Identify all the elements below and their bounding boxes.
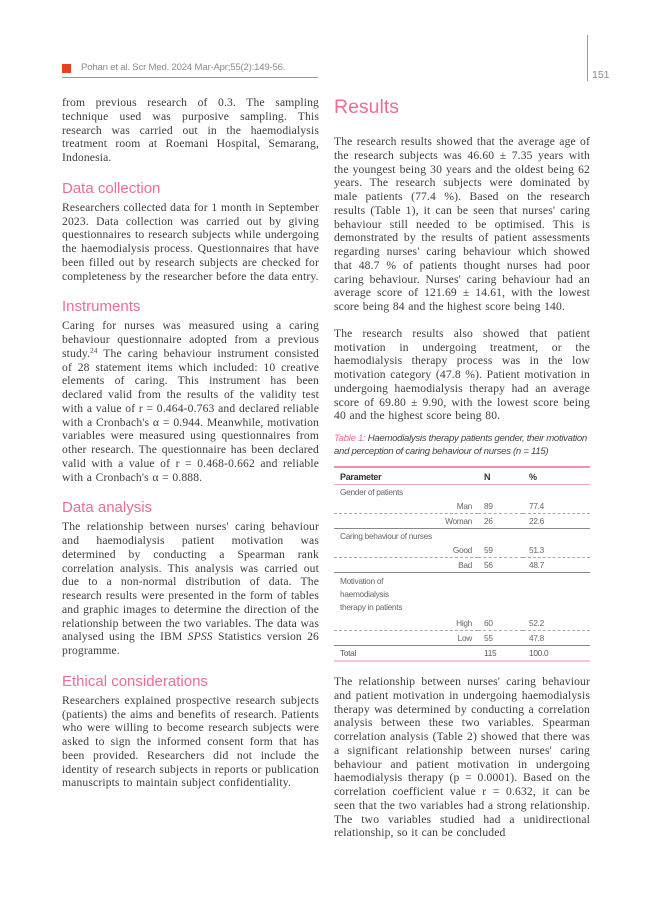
results-paragraph-1: The research results showed that the average age of the research subjects was 46.60 ± 7.35 years with the youngest being 30 years and the oldest being 62 years. The research subjects were dominated by male patients (77.4 %). Based on the research results (Table 1), it can be seen that nurses' caring behaviour still needed to be optimised. This is demonstrated by the results of patient assessments regarding nurses' caring behaviour which showed that 48.7 % of patients thought nurses had poor caring behaviour. Nurses' caring behaviour had an average score of 121.69 ± 14.61, with the lowest score being 84 and the highest score being 140. xyxy=(334,135,590,313)
table-1 xyxy=(334,466,590,662)
column-header-percent: % xyxy=(523,467,590,485)
left-column xyxy=(62,96,319,790)
running-header xyxy=(62,62,318,78)
journal-marker-square xyxy=(62,64,71,73)
ethical-considerations-text: Researchers explained prospective research subjects (patients) the aims and benefits of research. Patients who were willing to become research subjects were asked to sign the informed consent form that has been provided. Researchers did not include the identity of research subjects in reports or publication manuscripts to maintain subject confidentiality. xyxy=(62,693,319,790)
section-heading-instruments: Instruments xyxy=(62,298,141,316)
section-heading-ethical-considerations: Ethical considerations xyxy=(62,672,208,690)
table-total-row: Total 115 100.0 xyxy=(334,646,590,662)
table-row: Man 89 77.4 xyxy=(334,499,590,514)
page-number: 151 xyxy=(592,69,610,81)
table-header-row xyxy=(334,467,590,485)
right-column xyxy=(334,96,590,840)
instruments-text: Caring for nurses was measured using a caring behaviour questionnaire adopted from a previous study.$^{24}$ The caring behaviour instrument consisted of 28 statement items which included: 10 creative elements of caring. This instrument has been declared valid from the results of the validity test with a value of r = 0.464-0.763 and declared reliable with a Cronbach's α = 0.944. Meanwhile, motivation variables were measured using questionnaires from other research. The questionnaire has been declared valid with a value of r = 0.468-0.662 and reliable with a Cronbach's α = 0.888. xyxy=(62,319,319,484)
section-heading-results: Results xyxy=(334,96,400,118)
table-group-row: Motivation of haemodialysis therapy in patients xyxy=(340,576,403,612)
intro-paragraph: from previous research of 0.3. The sampling technique used was purposive sampling. This research was carried out in the haemodialysis treatment room at Roemani Hospital, Semarang, Indonesia. xyxy=(62,96,319,164)
citation-text: Pohan et al. Scr Med. 2024 Mar-Apr;55(2):149-56. xyxy=(81,62,286,73)
column-header-parameter: Parameter xyxy=(334,467,478,485)
table-row: Good 59 51.3 xyxy=(334,543,590,558)
section-heading-data-analysis: Data analysis xyxy=(62,499,153,517)
column-header-n: N xyxy=(478,467,523,485)
data-collection-text: Researchers collected data for 1 month in September 2023. Data collection was carried out by giving questionnaires to research subjects while undergoing the haemodialysis process. Questionnaires that have been filled out by research subjects are checked for completeness by the researcher before the data entry. xyxy=(62,200,319,283)
data-analysis-text: The relationship between nurses' caring behaviour and haemodialysis patient motivation was determined by conducting a Spearman rank correlation analysis. This analysis was carried out due to a non-normal distribution of data. The research results were presented in the form of tables and graphic images to determine the direction of the relationship between the two variables. The data was analysed using the IBM SPSS Statistics version 26 programme. xyxy=(62,520,319,657)
reference-superscript[interactable]: 24 xyxy=(90,346,98,355)
table-row: Low 55 47.8 xyxy=(334,631,590,646)
table-group-row: Caring behaviour of nurses xyxy=(340,531,432,541)
results-paragraph-3: The relationship between nurses' caring behaviour and patient motivation in undergoing haemodialysis therapy was determined by conducting a correlation analysis between these two variables. Spearman correlation analysis (Table 2) showed that there was a significant relationship between nurses' caring behaviour and patient motivation in undergoing haemodialysis therapy (p = 0.0001). Based on the correlation coefficient value r = 0.632, it can be seen that the two variables had a strong relationship. The two variables studied had a unidirectional relationship, so it can be concluded xyxy=(334,675,590,840)
table-row: Bad 56 48.7 xyxy=(334,558,590,573)
table-1-caption: Table 1: Haemodialysis therapy patients gender, their motivation and perception of caring behaviour of nurses (n = 115) xyxy=(334,433,587,457)
section-heading-data-collection: Data collection xyxy=(62,179,161,197)
table-row: Woman 26 22.6 xyxy=(334,514,590,529)
results-paragraph-2: The research results also showed that patient motivation in undergoing treatment, or the haemodialysis therapy process was in the low motivation category (47.8 %). Patient motivation in undergoing haemodialysis therapy had an average score of 69.80 ± 9.90, with the lowest score being 40 and the highest score being 80. xyxy=(334,326,590,423)
table-row: High 60 52.2 xyxy=(334,616,590,631)
table-group-row: Gender of patients xyxy=(340,487,403,497)
table-1-label: Table 1: xyxy=(334,433,366,444)
page-number-divider xyxy=(587,35,588,81)
